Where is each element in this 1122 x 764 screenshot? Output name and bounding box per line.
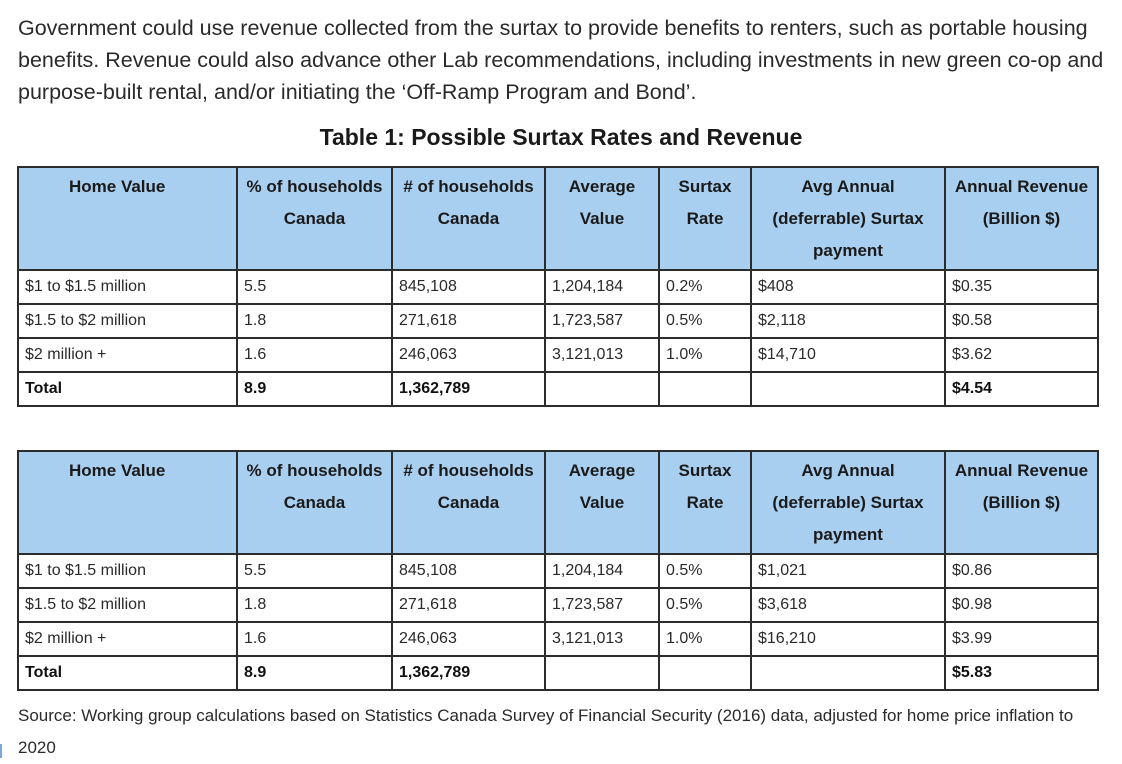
cell-annual-revenue: $0.58 — [945, 304, 1098, 338]
cell-num-households: 845,108 — [392, 270, 545, 304]
cell-total-avg-annual-payment — [751, 372, 945, 406]
header-home-value: Home Value — [18, 167, 237, 270]
cell-total-num-households: 1,362,789 — [392, 656, 545, 690]
cell-avg-annual-payment: $14,710 — [751, 338, 945, 372]
cell-avg-annual-payment: $3,618 — [751, 588, 945, 622]
cell-home-value: $2 million + — [18, 338, 237, 372]
cell-pct-households: 5.5 — [237, 554, 392, 588]
cell-annual-revenue: $3.99 — [945, 622, 1098, 656]
header-annual-revenue: Annual Revenue (Billion $) — [945, 451, 1098, 554]
table-row — [18, 588, 1098, 622]
cell-annual-revenue: $0.86 — [945, 554, 1098, 588]
surtax-table-scenario-1 — [17, 166, 1099, 407]
cell-total-surtax-rate — [659, 372, 751, 406]
table-total-row — [18, 372, 1098, 406]
cell-surtax-rate: 1.0% — [659, 622, 751, 656]
cell-num-households: 246,063 — [392, 338, 545, 372]
header-annual-revenue: Annual Revenue (Billion $) — [945, 167, 1098, 270]
cell-avg-annual-payment: $1,021 — [751, 554, 945, 588]
cell-home-value: $1 to $1.5 million — [18, 270, 237, 304]
cell-num-households: 271,618 — [392, 588, 545, 622]
table-caption: Table 1: Possible Surtax Rates and Revenue — [319, 124, 803, 150]
cell-surtax-rate: 0.5% — [659, 588, 751, 622]
cell-avg-annual-payment: $16,210 — [751, 622, 945, 656]
table-row — [18, 622, 1098, 656]
cell-average-value: 3,121,013 — [545, 622, 659, 656]
table-row — [18, 554, 1098, 588]
cell-total-avg-annual-payment — [751, 656, 945, 690]
cell-average-value: 1,204,184 — [545, 554, 659, 588]
header-pct-households: % of households Canada — [237, 167, 392, 270]
cell-total-label: Total — [18, 656, 237, 690]
header-average-value: Average Value — [545, 451, 659, 554]
cell-avg-annual-payment: $2,118 — [751, 304, 945, 338]
table-header-row — [18, 451, 1098, 554]
intro-paragraph: Government could use revenue collected from the surtax to provide benefits to renters, such as portable housing benefits. Revenue could also advance other Lab recommendations, including investments in new green co-op and purpose-built rental, and/or initiating the ‘Off-Ramp Program and Bond’. — [18, 16, 1104, 104]
cell-total-pct-households: 8.9 — [237, 372, 392, 406]
cell-pct-households: 1.8 — [237, 304, 392, 338]
cell-pct-households: 1.6 — [237, 338, 392, 372]
cell-num-households: 271,618 — [392, 304, 545, 338]
header-avg-annual-payment: Avg Annual (deferrable) Surtax payment — [751, 167, 945, 270]
header-surtax-rate: Surtax Rate — [659, 451, 751, 554]
cell-home-value: $2 million + — [18, 622, 237, 656]
cell-average-value: 1,723,587 — [545, 304, 659, 338]
cell-home-value: $1.5 to $2 million — [18, 304, 237, 338]
header-num-households: # of households Canada — [392, 451, 545, 554]
cell-total-surtax-rate — [659, 656, 751, 690]
header-num-households: # of households Canada — [392, 167, 545, 270]
source-note: Source: Working group calculations based on Statistics Canada Survey of Financial Security (2016) data, adjusted for home price inflation to 2020 — [18, 706, 1074, 757]
cell-surtax-rate: 0.2% — [659, 270, 751, 304]
cell-average-value: 1,723,587 — [545, 588, 659, 622]
cell-average-value: 1,204,184 — [545, 270, 659, 304]
cell-num-households: 246,063 — [392, 622, 545, 656]
cell-pct-households: 1.6 — [237, 622, 392, 656]
cell-num-households: 845,108 — [392, 554, 545, 588]
table-row — [18, 338, 1098, 372]
page-edge-divider — [0, 744, 14, 758]
cell-pct-households: 5.5 — [237, 270, 392, 304]
cell-home-value: $1.5 to $2 million — [18, 588, 237, 622]
header-avg-annual-payment: Avg Annual (deferrable) Surtax payment — [751, 451, 945, 554]
surtax-table-scenario-2 — [17, 450, 1099, 691]
cell-total-average-value — [545, 656, 659, 690]
cell-home-value: $1 to $1.5 million — [18, 554, 237, 588]
cell-total-num-households: 1,362,789 — [392, 372, 545, 406]
cell-total-label: Total — [18, 372, 237, 406]
header-average-value: Average Value — [545, 167, 659, 270]
header-home-value: Home Value — [18, 451, 237, 554]
header-pct-households: % of households Canada — [237, 451, 392, 554]
header-surtax-rate: Surtax Rate — [659, 167, 751, 270]
cell-surtax-rate: 1.0% — [659, 338, 751, 372]
cell-total-annual-revenue: $4.54 — [945, 372, 1098, 406]
cell-average-value: 3,121,013 — [545, 338, 659, 372]
cell-surtax-rate: 0.5% — [659, 554, 751, 588]
cell-total-annual-revenue: $5.83 — [945, 656, 1098, 690]
cell-avg-annual-payment: $408 — [751, 270, 945, 304]
cell-total-average-value — [545, 372, 659, 406]
table-row — [18, 304, 1098, 338]
table-total-row — [18, 656, 1098, 690]
table-row — [18, 270, 1098, 304]
cell-annual-revenue: $0.98 — [945, 588, 1098, 622]
cell-annual-revenue: $0.35 — [945, 270, 1098, 304]
cell-surtax-rate: 0.5% — [659, 304, 751, 338]
cell-annual-revenue: $3.62 — [945, 338, 1098, 372]
cell-pct-households: 1.8 — [237, 588, 392, 622]
table-header-row — [18, 167, 1098, 270]
cell-total-pct-households: 8.9 — [237, 656, 392, 690]
